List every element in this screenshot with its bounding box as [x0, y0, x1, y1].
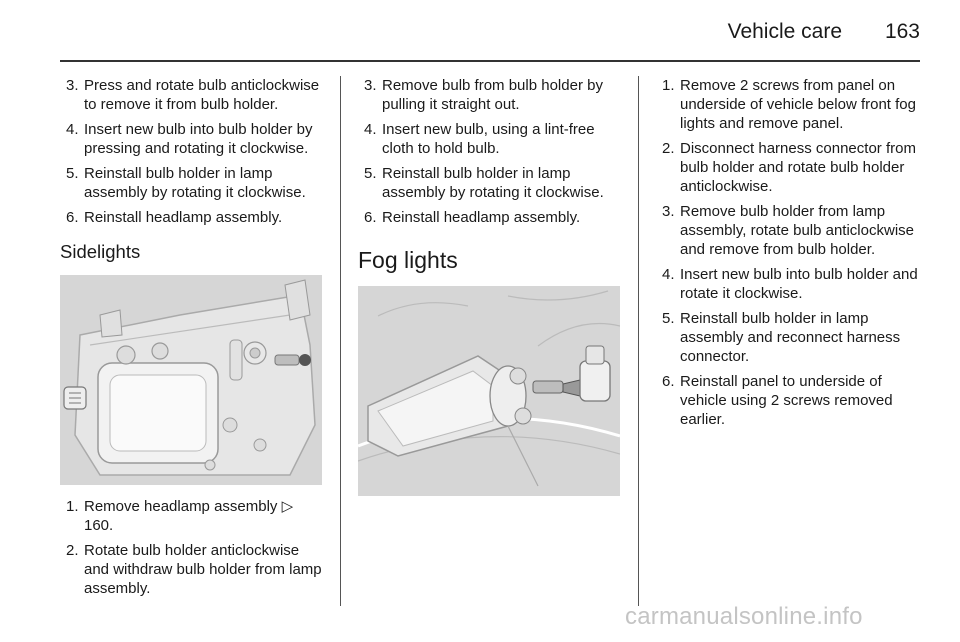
- step-text: Remove headlamp assembly ▷ 160.: [84, 498, 294, 534]
- fog-light-illustration: [358, 286, 620, 496]
- sidelights-steps-list: [60, 497, 326, 598]
- step-text: Reinstall headlamp assembly.: [382, 209, 581, 226]
- watermark: carmanualsonline.info: [625, 603, 863, 630]
- list-item: 1. Remove headlamp assembly ▷ 160.: [66, 498, 294, 534]
- fog-lights-steps-list: [656, 76, 922, 429]
- column-2: [358, 76, 624, 496]
- step-text: Reinstall bulb holder in lamp assembly and reconnect harness connector.: [680, 310, 901, 365]
- list-item: 5. Reinstall bulb holder in lamp assembly by rotating it clockwise.: [364, 165, 604, 201]
- step-text: Remove bulb from bulb holder by pulling it straight out.: [382, 77, 603, 113]
- step-text: Insert new bulb, using a lint-free cloth to hold bulb.: [382, 121, 595, 157]
- list-item: 5. Reinstall bulb holder in lamp assembly and reconnect harness connector.: [662, 310, 901, 365]
- column-3: [656, 76, 922, 435]
- step-text: Reinstall bulb holder in lamp assembly by rotating it clockwise.: [382, 165, 604, 201]
- list-item: 3. Press and rotate bulb anticlockwise to remove it from bulb holder.: [66, 77, 320, 113]
- header-rule: [60, 60, 920, 62]
- headlamp-steps-list: [60, 76, 326, 227]
- page-header-title: Vehicle care: [727, 20, 842, 43]
- sidelights-heading: Sidelights: [60, 241, 141, 262]
- list-item: 4. Insert new bulb, using a lint-free cloth to hold bulb.: [364, 121, 595, 157]
- list-item: 4. Insert new bulb into bulb holder by pressing and rotating it clockwise.: [66, 121, 313, 157]
- step-text: Remove bulb holder from lamp assembly, rotate bulb anticlockwise and remove from bulb holder.: [680, 203, 914, 258]
- list-item: 2. Disconnect harness connector from bulb holder and rotate bulb holder anticlockwise.: [662, 140, 916, 195]
- step-text: Press and rotate bulb anticlockwise to remove it from bulb holder.: [84, 77, 320, 113]
- list-item: 1. Remove 2 screws from panel on underside of vehicle below front fog lights and remove panel.: [662, 77, 916, 132]
- step-text: Reinstall panel to underside of vehicle using 2 screws removed earlier.: [680, 373, 893, 428]
- list-item: 3. Remove bulb holder from lamp assembly, rotate bulb anticlockwise and remove from bulb holder.: [662, 203, 914, 258]
- step-text: Disconnect harness connector from bulb holder and rotate bulb holder anticlockwise.: [680, 140, 916, 195]
- step-text: Remove 2 screws from panel on underside of vehicle below front fog lights and remove panel.: [680, 77, 916, 132]
- list-item: 2. Rotate bulb holder anticlockwise and withdraw bulb holder from lamp assembly.: [66, 542, 322, 597]
- step-text: Reinstall headlamp assembly.: [84, 209, 283, 226]
- list-item: 6. Reinstall panel to underside of vehicle using 2 screws removed earlier.: [662, 373, 893, 428]
- step-text: Insert new bulb into bulb holder by pressing and rotating it clockwise.: [84, 121, 313, 157]
- list-item: 6. Reinstall headlamp assembly.: [364, 209, 581, 226]
- page-number: 163: [884, 20, 920, 43]
- list-item: 3. Remove bulb from bulb holder by pulling it straight out.: [364, 77, 603, 113]
- sidelights-steps-continued: [358, 76, 624, 227]
- column-divider-2: [638, 76, 639, 606]
- list-item: 6. Reinstall headlamp assembly.: [66, 209, 283, 226]
- column-1: [60, 76, 326, 604]
- column-divider-1: [340, 76, 341, 606]
- step-text: Reinstall bulb holder in lamp assembly by rotating it clockwise.: [84, 165, 306, 201]
- sidelights-headlamp-illustration: [60, 275, 322, 485]
- step-text: Insert new bulb into bulb holder and rotate it clockwise.: [680, 266, 918, 302]
- fog-lights-heading: Fog lights: [358, 247, 458, 273]
- step-text: Rotate bulb holder anticlockwise and withdraw bulb holder from lamp assembly.: [84, 542, 322, 597]
- list-item: 5. Reinstall bulb holder in lamp assembly by rotating it clockwise.: [66, 165, 306, 201]
- list-item: 4. Insert new bulb into bulb holder and rotate it clockwise.: [662, 266, 918, 302]
